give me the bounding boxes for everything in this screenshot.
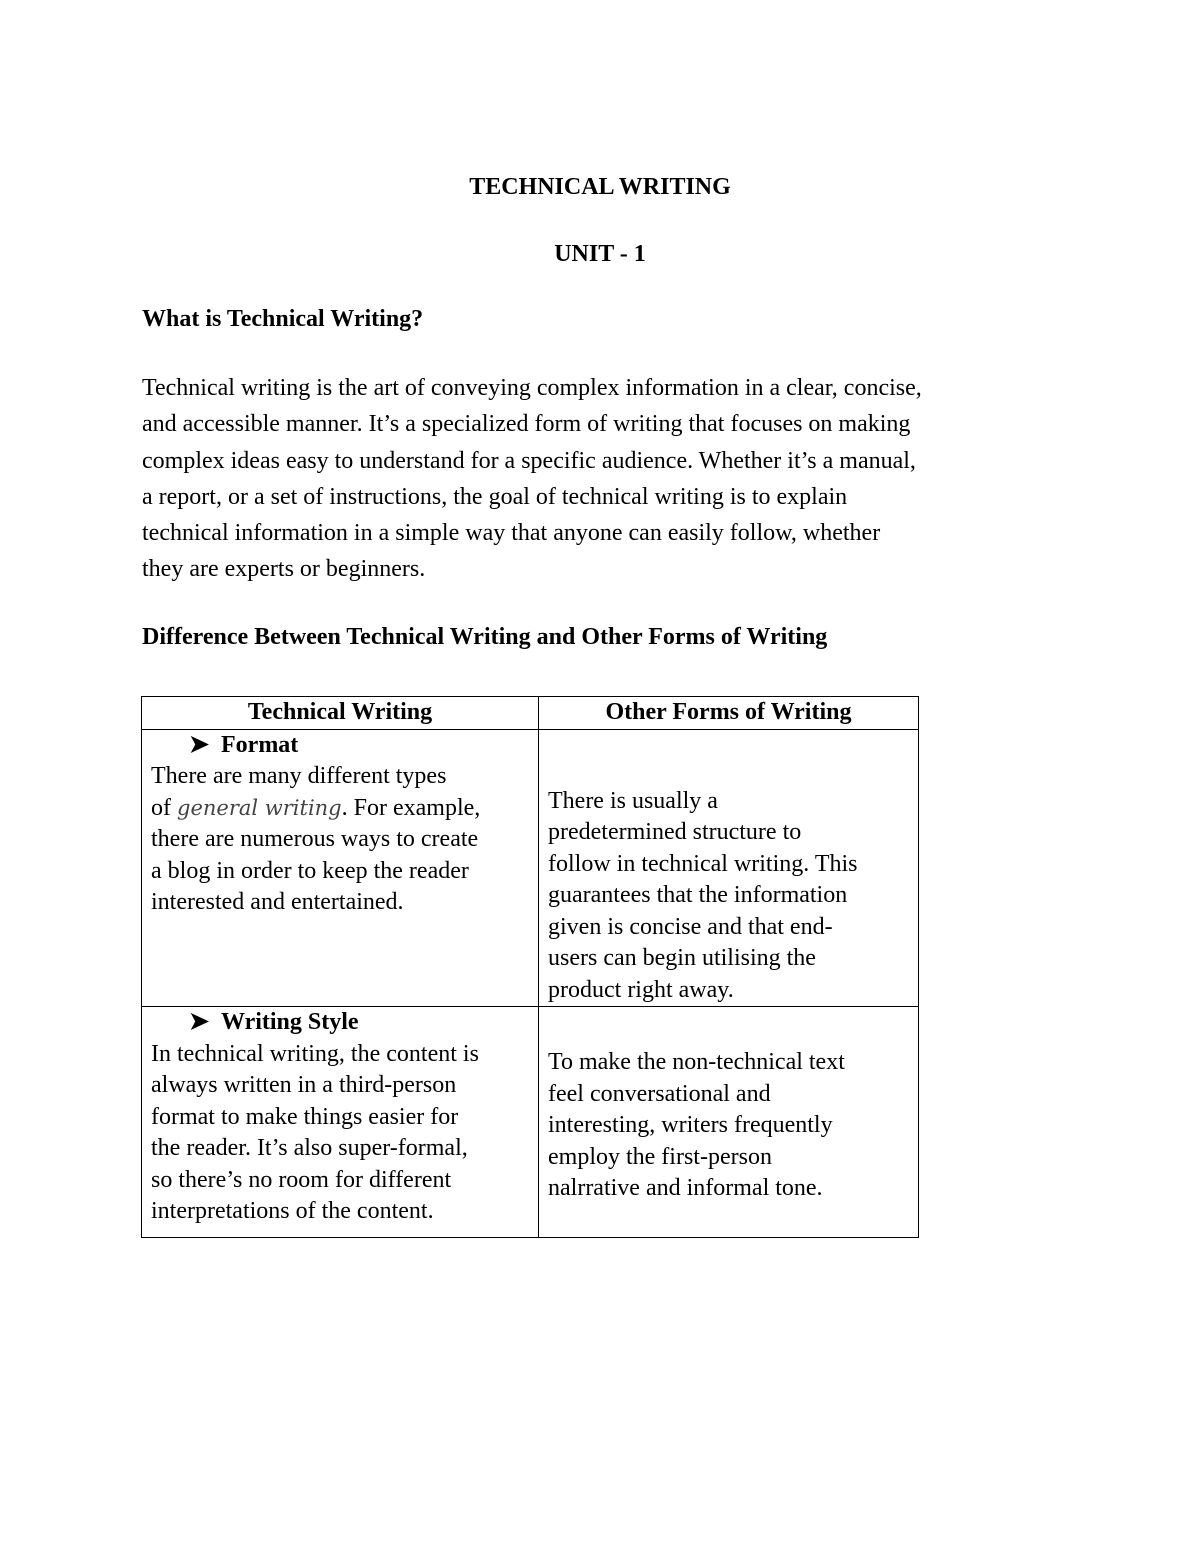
section-heading-what-is: What is Technical Writing? (142, 306, 424, 332)
cell-line: of general writing. For example, (151, 794, 481, 821)
cell-line: so there’s no room for different (151, 1166, 452, 1193)
section-heading-difference: Difference Between Technical Writing and Other Forms of Writing (142, 624, 828, 650)
unit-label: UNIT - 1 (554, 241, 646, 267)
column-header: Other Forms of Writing (539, 697, 919, 730)
table-cell (142, 1007, 539, 1238)
cell-line: employ the first-person (548, 1143, 772, 1170)
table-row (142, 1007, 919, 1238)
paragraph-line: a report, or a set of instructions, the goal of technical writing is to explain (142, 483, 848, 510)
cell-line: interested and entertained. (151, 889, 404, 915)
cell-line: interesting, writers frequently (548, 1112, 833, 1138)
table-cell (142, 729, 539, 1007)
arrowhead-bullet-icon: ➤ (189, 731, 210, 758)
document-title: TECHNICAL WRITING (469, 174, 731, 200)
cell-line: interpretations of the content. (151, 1198, 434, 1224)
cell-line: a blog in order to keep the reader (151, 857, 469, 884)
intro-paragraph (142, 370, 922, 588)
bullet-label: Writing Style (221, 1009, 359, 1035)
paragraph-line: technical information in a simple way that anyone can easily follow, whether (142, 520, 881, 547)
cell-line: given is concise and that end- (548, 913, 833, 940)
arrowhead-bullet-icon: ➤ (189, 1009, 210, 1035)
cell-line: format to make things easier for (151, 1103, 459, 1130)
cell-line: there are numerous ways to create (151, 826, 479, 852)
cell-line: users can begin utilising the (548, 945, 816, 971)
cell-line: There are many different types (151, 763, 447, 789)
column-header: Technical Writing (142, 697, 539, 730)
cell-line: To make the non-technical text (548, 1049, 845, 1075)
paragraph-line: complex ideas easy to understand for a specific audience. Whether it’s a manual, (142, 447, 916, 474)
paragraph-line: they are experts or beginners. (142, 556, 426, 583)
cell-line: nalrrative and informal tone. (548, 1175, 823, 1201)
table-row (142, 729, 919, 1007)
cell-line: predetermined structure to (548, 819, 802, 845)
table-header-row (142, 697, 919, 730)
cell-line: In technical writing, the content is (151, 1040, 479, 1067)
italic-term: general writing (177, 795, 342, 820)
paragraph-line: Technical writing is the art of conveying complex information in a clear, concise, (142, 375, 922, 401)
bullet-label: Format (221, 731, 299, 758)
cell-line: There is usually a (548, 787, 718, 814)
cell-line: feel conversational and (548, 1080, 771, 1107)
cell-line: guarantees that the information (548, 882, 848, 908)
cell-line: follow in technical writing. This (548, 850, 858, 877)
comparison-table (141, 696, 919, 1238)
paragraph-line: and accessible manner. It’s a specialized form of writing that focuses on making (142, 411, 911, 438)
table-cell (539, 1007, 919, 1238)
cell-line: always written in a third-person (151, 1072, 457, 1098)
table-cell (539, 729, 919, 1007)
cell-line: the reader. It’s also super-formal, (151, 1135, 468, 1161)
cell-line: product right away. (548, 976, 734, 1003)
